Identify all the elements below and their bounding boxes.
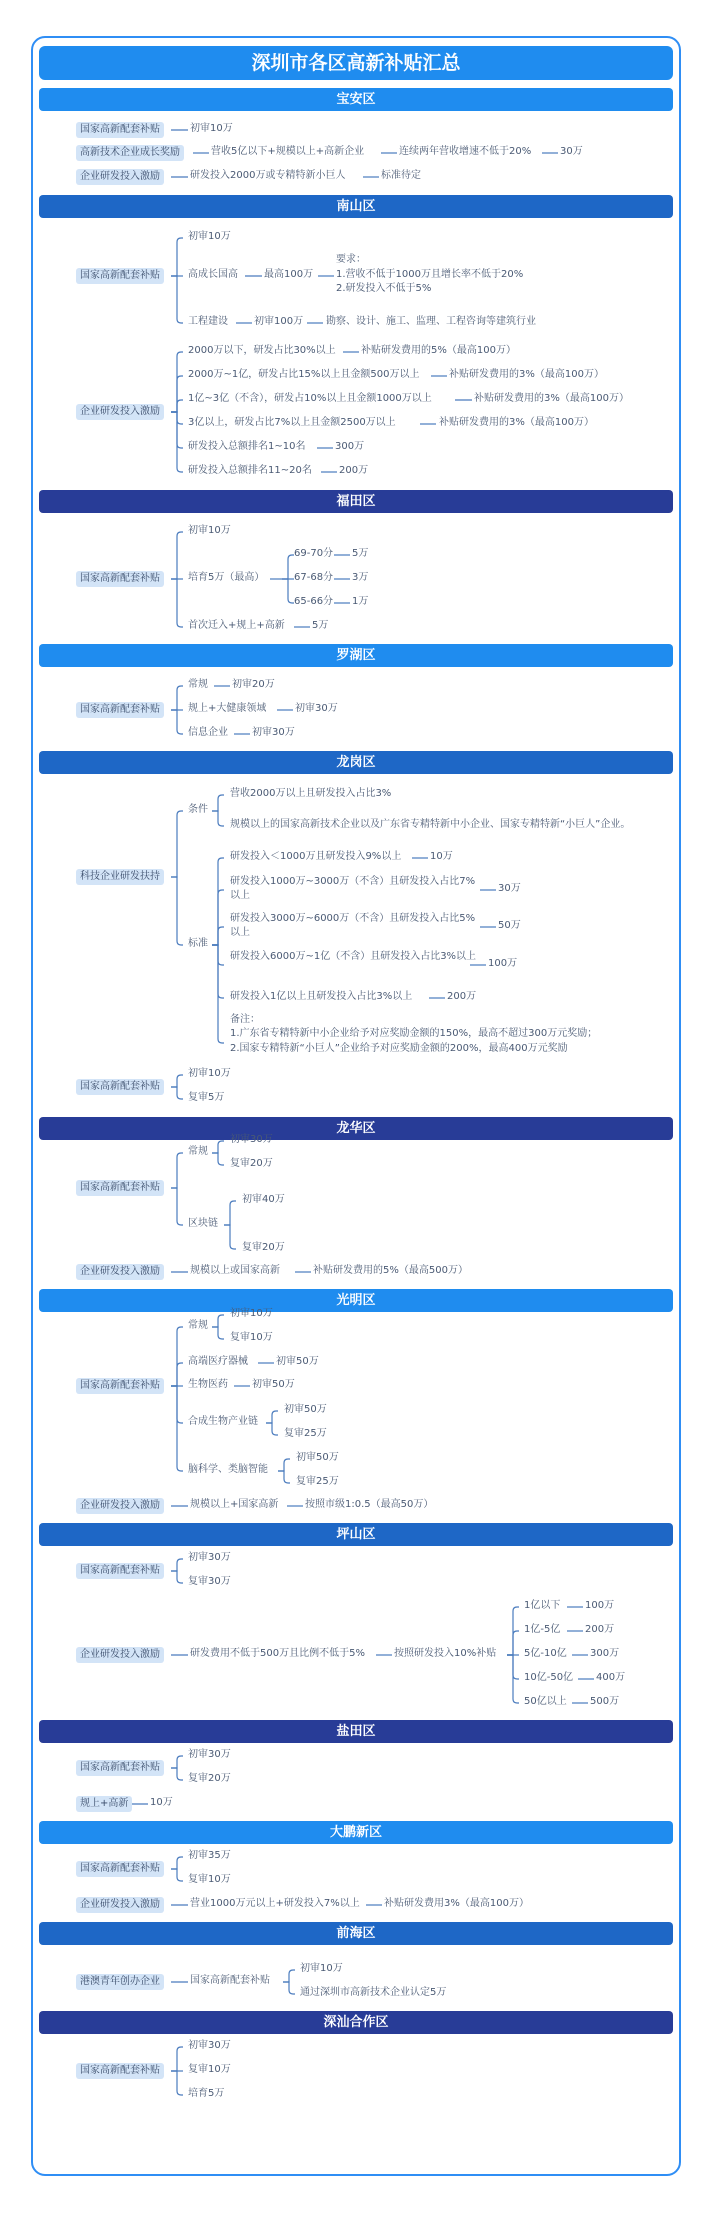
- detail-node: 1亿以下: [524, 1600, 561, 1611]
- detail-node: 复审20万: [242, 1242, 285, 1253]
- detail-node: 研发投入1000万~3000万（不含）且研发投入占比7%以上: [230, 876, 476, 901]
- detail-node: 培育5万（最高）: [188, 572, 265, 583]
- detail-node: 初审50万: [284, 1404, 327, 1415]
- detail-node: 补贴研发费用的3%（最高100万）: [439, 417, 594, 428]
- detail-node: 50万: [498, 920, 521, 931]
- detail-node: 65-66分: [294, 596, 334, 607]
- detail-node: 3万: [352, 572, 369, 583]
- detail-node: 10万: [150, 1797, 173, 1808]
- detail-node: 规模以上+国家高新: [190, 1499, 279, 1510]
- category-node: 企业研发投入激励: [76, 1498, 164, 1514]
- detail-node: 初审30万: [188, 2040, 231, 2051]
- detail-node: 初审30万: [230, 1134, 273, 1145]
- detail-node: 培育5万: [188, 2088, 225, 2099]
- district-header-longgang: 龙岗区: [39, 751, 673, 774]
- district-header-longhua: 龙华区: [39, 1117, 673, 1140]
- detail-node: 研发投入2000万或专精特新小巨人: [190, 170, 346, 181]
- district-header-dapeng: 大鹏新区: [39, 1821, 673, 1844]
- detail-node: 2000万以下，研发占比30%以上: [188, 345, 336, 356]
- district-header-baoan: 宝安区: [39, 88, 673, 111]
- detail-node: 1万: [352, 596, 369, 607]
- detail-node: 200万: [339, 465, 369, 476]
- detail-node: 初审10万: [188, 525, 231, 536]
- district-header-futian: 福田区: [39, 490, 673, 513]
- detail-node: 规上+大健康领域: [188, 703, 267, 714]
- detail-node: 400万: [596, 1672, 626, 1683]
- detail-node: 研发投入1亿以上且研发投入占比3%以上: [230, 991, 413, 1002]
- detail-node: 研发投入总额排名11~20名: [188, 465, 312, 476]
- detail-node: 2.研发投入不低于5%: [336, 283, 432, 294]
- detail-node: 研发投入总额排名1~10名: [188, 441, 306, 452]
- detail-node: 补贴研发费用的3%（最高100万）: [449, 369, 604, 380]
- detail-node: 最高100万: [264, 269, 314, 280]
- detail-node: 营收2000万以上且研发投入占比3%: [230, 788, 392, 799]
- detail-node: 高端医疗器械: [188, 1356, 248, 1367]
- detail-node: 补贴研发费用3%（最高100万）: [384, 1898, 529, 1909]
- detail-node: 工程建设: [188, 316, 228, 327]
- detail-node: 连续两年营收增速不低于20%: [399, 146, 532, 157]
- detail-node: 1亿-5亿: [524, 1624, 561, 1635]
- detail-node: 初审30万: [188, 1749, 231, 1760]
- detail-node: 复审10万: [230, 1332, 273, 1343]
- category-node: 港澳青年创办企业: [76, 1974, 164, 1990]
- district-header-pingshan: 坪山区: [39, 1523, 673, 1546]
- detail-node: 300万: [335, 441, 365, 452]
- detail-node: 补贴研发费用的5%（最高100万）: [361, 345, 516, 356]
- detail-node: 1.广东省专精特新中小企业给予对应奖励金额的150%，最高不超过300万元奖励；: [230, 1028, 598, 1039]
- detail-node: 复审20万: [188, 1773, 231, 1784]
- detail-node: 复审20万: [230, 1158, 273, 1169]
- category-node: 国家高新配套补贴: [76, 2063, 164, 2079]
- detail-node: 初审35万: [188, 1850, 231, 1861]
- detail-node: 复审10万: [188, 1874, 231, 1885]
- detail-node: 初审10万: [230, 1308, 273, 1319]
- detail-node: 条件: [188, 804, 208, 815]
- category-node: 国家高新配套补贴: [76, 1861, 164, 1877]
- detail-node: 5亿-10亿: [524, 1648, 567, 1659]
- district-header-guangming: 光明区: [39, 1289, 673, 1312]
- category-node: 企业研发投入激励: [76, 1264, 164, 1280]
- detail-node: 初审10万: [188, 231, 231, 242]
- detail-node: 5万: [312, 620, 329, 631]
- detail-node: 补贴研发费用的3%（最高100万）: [474, 393, 629, 404]
- category-node: 企业研发投入激励: [76, 1897, 164, 1913]
- category-node: 国家高新配套补贴: [76, 1563, 164, 1579]
- page-title: 深圳市各区高新补贴汇总: [39, 46, 673, 80]
- detail-node: 研发投入3000万~6000万（不含）且研发投入占比5%以上: [230, 913, 476, 938]
- detail-node: 初审10万: [300, 1963, 343, 1974]
- detail-node: 勘察、设计、施工、监理、工程咨询等建筑行业: [326, 316, 536, 327]
- detail-node: 复审25万: [284, 1428, 327, 1439]
- detail-node: 标准待定: [381, 170, 421, 181]
- detail-node: 常规: [188, 1146, 208, 1157]
- detail-node: 首次迁入+规上+高新: [188, 620, 285, 631]
- detail-node: 200万: [447, 991, 477, 1002]
- district-header-qianhai: 前海区: [39, 1922, 673, 1945]
- detail-node: 营业1000万元以上+研发投入7%以上: [190, 1898, 360, 1909]
- detail-node: 补贴研发费用的5%（最高500万）: [313, 1265, 468, 1276]
- detail-node: 初审10万: [190, 123, 233, 134]
- category-node: 国家高新配套补贴: [76, 1760, 164, 1776]
- detail-node: 信息企业: [188, 727, 228, 738]
- detail-node: 要求：: [336, 254, 366, 265]
- category-node: 企业研发投入激励: [76, 404, 164, 420]
- detail-node: 初审50万: [276, 1356, 319, 1367]
- category-node: 企业研发投入激励: [76, 169, 164, 185]
- detail-node: 常规: [188, 1320, 208, 1331]
- detail-node: 规模以上或国家高新: [190, 1265, 280, 1276]
- detail-node: 初审40万: [242, 1194, 285, 1205]
- category-node: 企业研发投入激励: [76, 1647, 164, 1663]
- category-node: 高新技术企业成长奖励: [76, 145, 184, 161]
- category-node: 国家高新配套补贴: [76, 268, 164, 284]
- detail-node: 67-68分: [294, 572, 334, 583]
- detail-node: 高成长国高: [188, 269, 238, 280]
- category-node: 国家高新配套补贴: [76, 122, 164, 138]
- detail-node: 研发费用不低于500万且比例不低于5%: [190, 1648, 365, 1659]
- detail-node: 复审10万: [188, 2064, 231, 2075]
- detail-node: 研发投入6000万~1亿（不含）且研发投入占比3%以上: [230, 951, 477, 962]
- detail-node: 复审5万: [188, 1092, 225, 1103]
- district-header-nanshan: 南山区: [39, 195, 673, 218]
- detail-node: 复审30万: [188, 1576, 231, 1587]
- detail-node: 100万: [585, 1600, 615, 1611]
- detail-node: 初审100万: [254, 316, 304, 327]
- category-node: 科技企业研发扶持: [76, 869, 164, 885]
- detail-node: 30万: [498, 883, 521, 894]
- detail-node: 营收5亿以下+规模以上+高新企业: [211, 146, 365, 157]
- category-node: 国家高新配套补贴: [76, 702, 164, 718]
- detail-node: 生物医药: [188, 1379, 228, 1390]
- detail-node: 5万: [352, 548, 369, 559]
- detail-node: 按照市级1:0.5（最高50万）: [305, 1499, 434, 1510]
- district-header-luohu: 罗湖区: [39, 644, 673, 667]
- detail-node: 2.国家专精特新“小巨人”企业给予对应奖励金额的200%，最高400万元奖励: [230, 1043, 568, 1054]
- detail-node: 通过深圳市高新技术企业认定5万: [300, 1987, 447, 1998]
- detail-node: 50亿以上: [524, 1696, 567, 1707]
- category-node: 国家高新配套补贴: [76, 1378, 164, 1394]
- detail-node: 300万: [590, 1648, 620, 1659]
- detail-node: 国家高新配套补贴: [190, 1975, 270, 1986]
- detail-node: 3亿以上，研发占比7%以上且金额2500万以上: [188, 417, 396, 428]
- category-node: 国家高新配套补贴: [76, 1180, 164, 1196]
- category-node: 规上+高新: [76, 1796, 132, 1812]
- detail-node: 69-70分: [294, 548, 334, 559]
- detail-node: 区块链: [188, 1218, 218, 1229]
- detail-node: 200万: [585, 1624, 615, 1635]
- detail-node: 按照研发投入10%补贴: [394, 1648, 497, 1659]
- detail-node: 2000万~1亿，研发占比15%以上且金额500万以上: [188, 369, 420, 380]
- detail-node: 常规: [188, 679, 208, 690]
- category-node: 国家高新配套补贴: [76, 1079, 164, 1095]
- detail-node: 初审50万: [296, 1452, 339, 1463]
- detail-node: 1亿~3亿（不含），研发占10%以上且金额1000万以上: [188, 393, 432, 404]
- detail-node: 脑科学、类脑智能: [188, 1464, 268, 1475]
- detail-node: 1.营收不低于1000万且增长率不低于20%: [336, 269, 524, 280]
- detail-node: 初审10万: [188, 1068, 231, 1079]
- detail-node: 备注：: [230, 1014, 260, 1025]
- detail-node: 10万: [430, 851, 453, 862]
- detail-node: 初审30万: [295, 703, 338, 714]
- detail-node: 初审50万: [252, 1379, 295, 1390]
- detail-node: 30万: [560, 146, 583, 157]
- district-header-shenshan: 深汕合作区: [39, 2011, 673, 2034]
- category-node: 国家高新配套补贴: [76, 571, 164, 587]
- detail-node: 初审20万: [232, 679, 275, 690]
- detail-node: 复审25万: [296, 1476, 339, 1487]
- detail-node: 100万: [488, 958, 518, 969]
- detail-node: 10亿-50亿: [524, 1672, 574, 1683]
- detail-node: 500万: [590, 1696, 620, 1707]
- detail-node: 研发投入＜1000万且研发投入9%以上: [230, 851, 402, 862]
- detail-node: 合成生物产业链: [188, 1416, 258, 1427]
- detail-node: 标准: [188, 938, 208, 949]
- detail-node: 规模以上的国家高新技术企业以及广东省专精特新中小企业、国家专精特新“小巨人”企业。: [230, 819, 631, 830]
- district-header-yantian: 盐田区: [39, 1720, 673, 1743]
- detail-node: 初审30万: [188, 1552, 231, 1563]
- detail-node: 初审30万: [252, 727, 295, 738]
